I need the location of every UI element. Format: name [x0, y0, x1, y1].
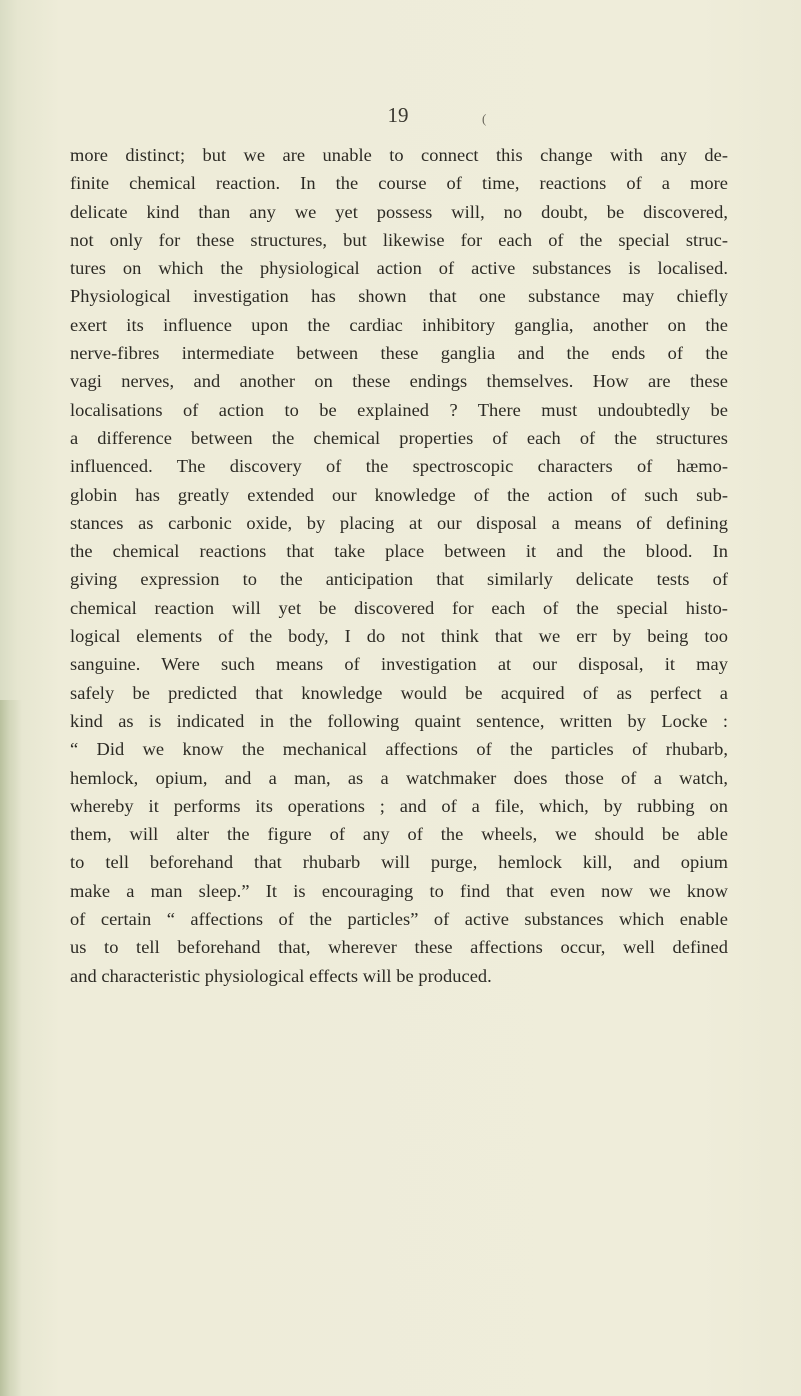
text-line: us to tell beforehand that, wherever these affections occur, well defined [70, 937, 728, 958]
text-line: hemlock, opium, and a man, as a watchmaker does those of a watch, [70, 767, 728, 788]
text-line: them, will alter the figure of any of the wheels, we should be able [70, 824, 728, 845]
text-line: nerve-fibres intermediate between these ganglia and the ends of the [70, 343, 728, 364]
text-line: Physiological investigation has shown that one substance may chiefly [70, 286, 728, 307]
text-line: of certain “ affections of the particles” of active substances which enable [70, 909, 728, 930]
stray-mark: ( [482, 111, 487, 126]
body-paragraph [70, 141, 728, 990]
text-line: and characteristic physiological effects will be produced. [70, 965, 492, 986]
text-line: tures on which the physiological action of active substances is localised. [70, 258, 728, 279]
text-line: finite chemical reaction. In the course of time, reactions of a more [70, 173, 728, 194]
text-line: more distinct; but we are unable to connect this change with any de- [70, 145, 728, 165]
text-line: exert its influence upon the cardiac inhibitory ganglia, another on the [70, 314, 728, 335]
text-line: not only for these structures, but likewise for each of the special struc- [70, 229, 728, 250]
page-edge-shadow [0, 700, 22, 1396]
text-line: a difference between the chemical properties of each of the structures [70, 427, 728, 448]
text-line: kind as is indicated in the following quaint sentence, written by Locke : [70, 710, 728, 731]
text-line: the chemical reactions that take place between it and the blood. In [70, 541, 728, 562]
text-line: vagi nerves, and another on these endings themselves. How are these [70, 371, 728, 392]
text-line: giving expression to the anticipation that similarly delicate tests of [70, 569, 728, 590]
text-line: influenced. The discovery of the spectroscopic characters of hæmo- [70, 456, 728, 477]
text-line: globin has greatly extended our knowledge of the action of such sub- [70, 484, 728, 505]
text-line: “ Did we know the mechanical affections of the particles of rhubarb, [70, 739, 728, 760]
text-line: make a man sleep.” It is encouraging to find that even now we know [70, 880, 728, 901]
text-line: logical elements of the body, I do not think that we err by being too [70, 626, 728, 647]
text-line: stances as carbonic oxide, by placing at our disposal a means of defining [70, 512, 728, 533]
text-line: sanguine. Were such means of investigation at our disposal, it may [70, 654, 728, 675]
text-line: safely be predicted that knowledge would be acquired of as perfect a [70, 682, 728, 703]
text-line: to tell beforehand that rhubarb will purge, hemlock kill, and opium [70, 852, 728, 873]
text-line: localisations of action to be explained ? There must undoubtedly be [70, 399, 728, 420]
text-line: whereby it performs its operations ; and of a file, which, by rubbing on [70, 795, 728, 816]
text-line: delicate kind than any we yet possess will, no doubt, be discovered, [70, 201, 728, 222]
page-number: 19 [387, 103, 409, 127]
text-line: chemical reaction will yet be discovered for each of the special histo- [70, 597, 728, 618]
